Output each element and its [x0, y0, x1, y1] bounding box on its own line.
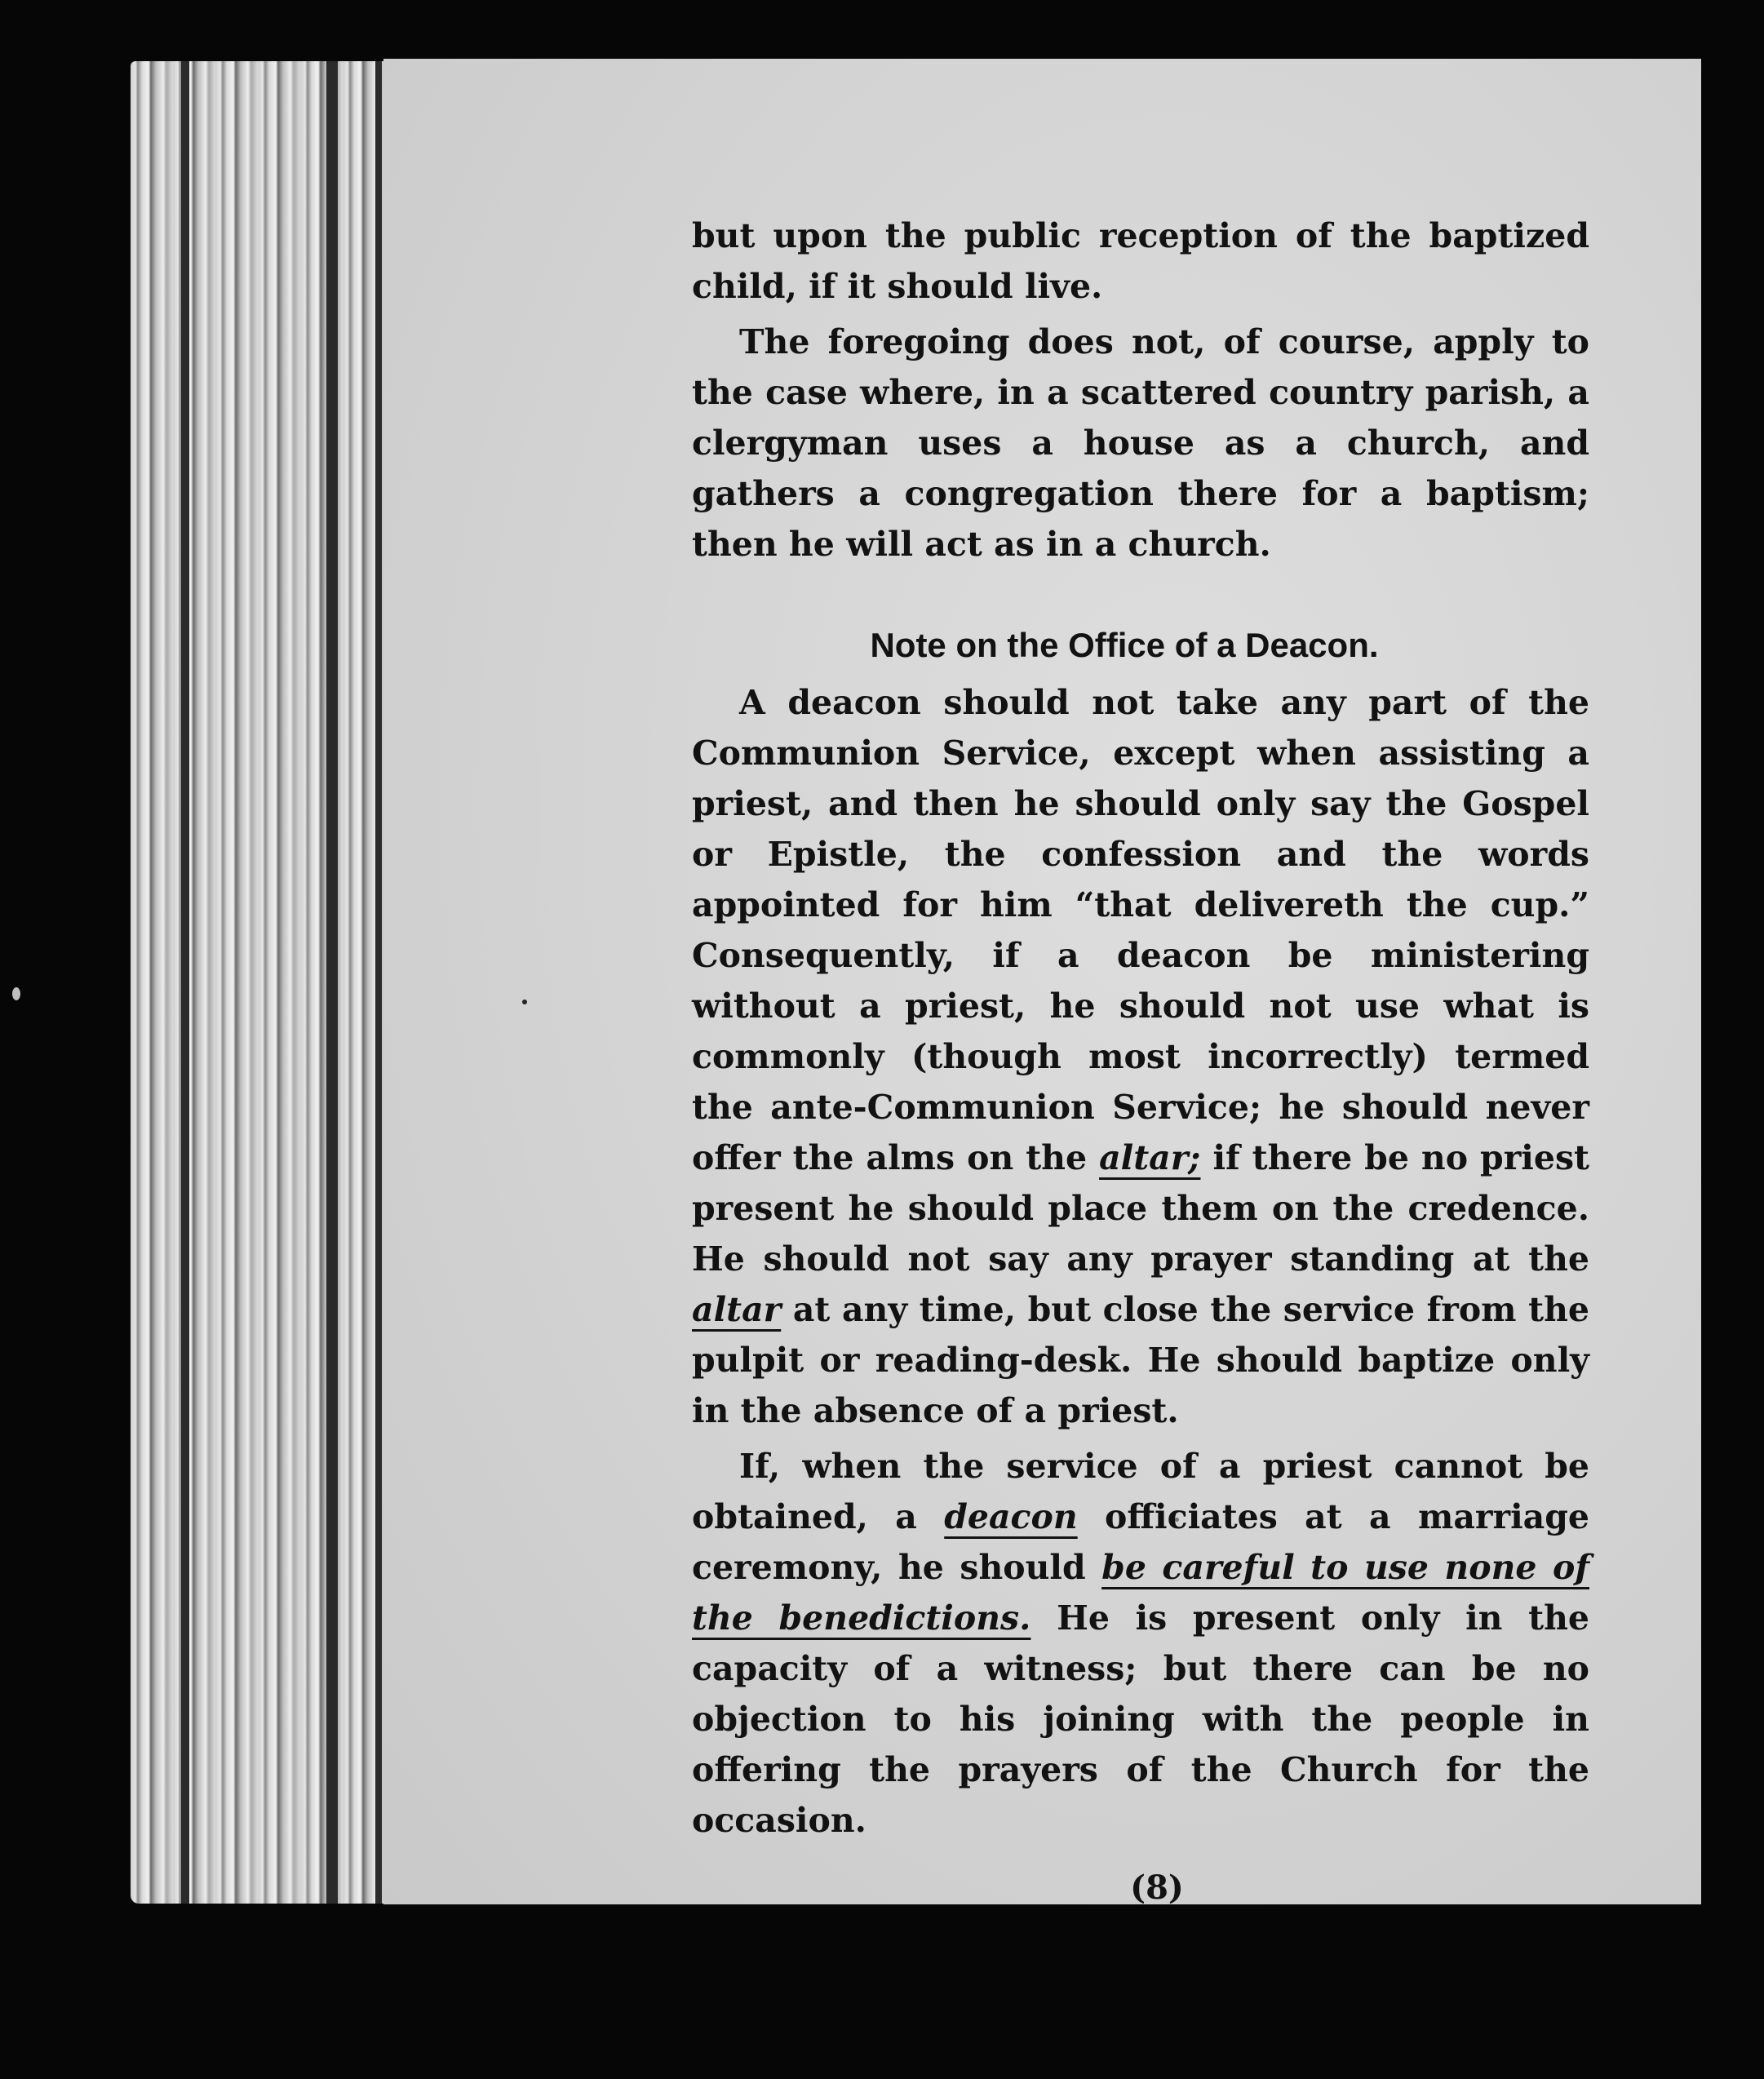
underlined-benedictions: be careful to use none of the benedictions.: [692, 1548, 1589, 1638]
book-page-edges: [131, 61, 412, 1904]
scan-speck: [522, 1000, 527, 1004]
page-body-text: [692, 211, 1589, 1846]
paragraph-text: at any time, but close the service from the pulpit or reading-desk. He should baptize only in the absence of a priest.: [692, 1290, 1589, 1430]
paragraph-text: He is present only in the capacity of a witness; but there can be no objection to his joining with the people in offering the prayers of the Church for the occasion.: [692, 1598, 1589, 1840]
edge-shadow: [375, 61, 382, 1904]
edge-shadow: [326, 61, 338, 1904]
page-number: (8): [1130, 1868, 1184, 1907]
scan-speck: [12, 987, 20, 1000]
underlined-altar: altar;: [1099, 1138, 1201, 1177]
edge-shadow: [181, 61, 189, 1904]
paragraph: The foregoing does not, of course, apply to the case where, in a scattered country parish, a clergyman uses a house as a church, and gathers a congregation there for a baptism; then he will act as in a church.: [692, 322, 1589, 564]
underlined-deacon: deacon: [944, 1497, 1078, 1536]
paragraph-marriage: [692, 1441, 1589, 1846]
paragraph-text: If, when the service of a priest cannot be obtained, a: [692, 1447, 1589, 1536]
section-heading: Note on the Office of a Deacon.: [870, 626, 1379, 664]
paragraph-text: officiates at a marriage ceremony, he should: [692, 1497, 1590, 1587]
paragraph-deacon-office: [692, 677, 1589, 1436]
paragraph-text: if there be no priest present he should place them on the credence. He should not say any prayer standing at the: [692, 1138, 1589, 1279]
underlined-altar: altar: [692, 1290, 782, 1329]
paragraph-text: A deacon should not take any part of the Communion Service, except when assisting a priest, and then he should only say the Gospel or Epistle, the confession and the words appointed for him “that delivereth the cup.” Consequently, if a deacon be ministering without a priest, he should not use what is commonly (though most incorrectly) termed the ante-Communion Service; he should never offer the alms on the: [692, 683, 1589, 1177]
paragraph: but upon the public reception of the baptized child, if it should live.: [692, 216, 1589, 306]
